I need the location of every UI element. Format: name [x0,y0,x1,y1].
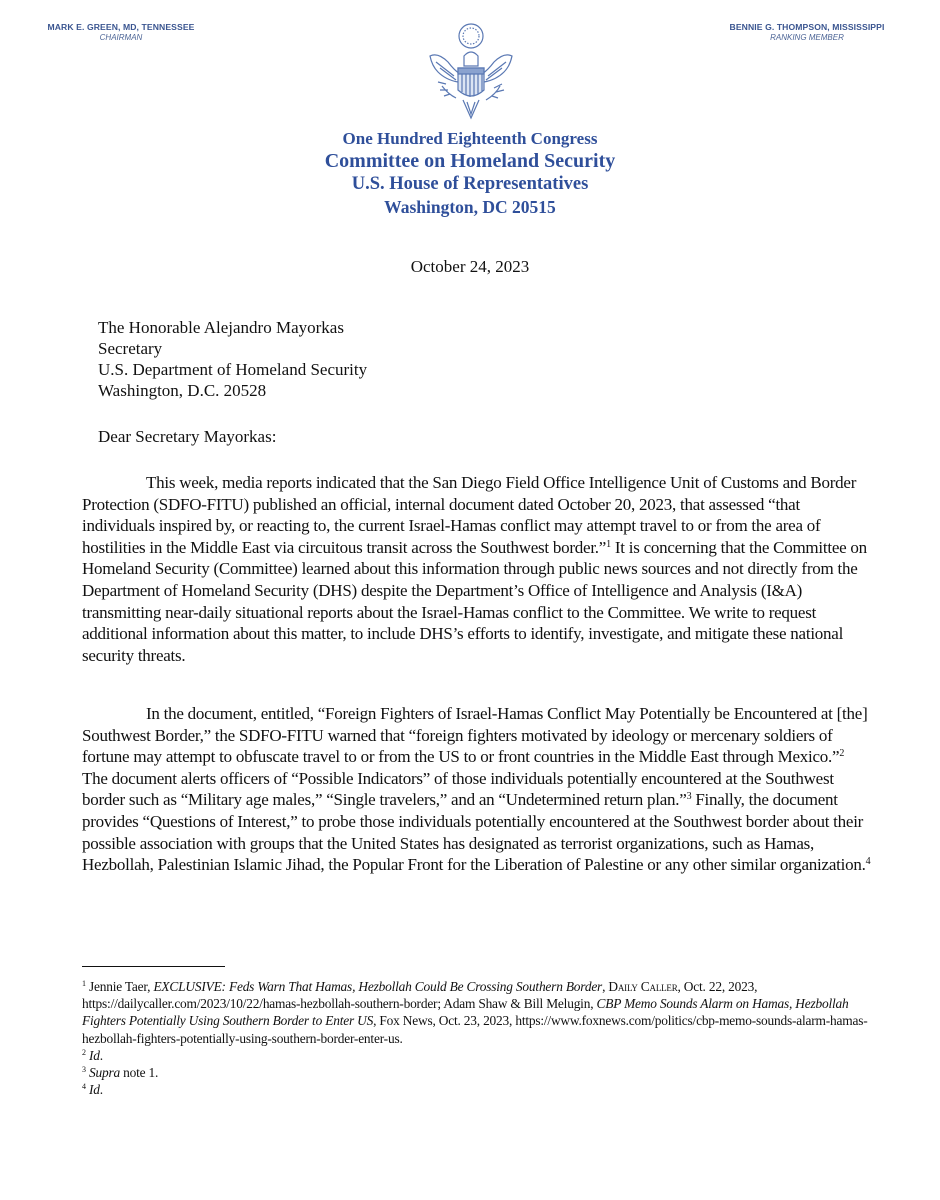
footnote-ref-3: 3 [686,791,692,803]
footnote-2 [82,1047,882,1064]
chairman-title: CHAIRMAN [99,33,143,42]
footnote-tail: . [99,1047,103,1063]
body-paragraph-2 [82,703,872,876]
footnote-ref-2: 2 [839,748,845,760]
footnotes [82,978,882,1098]
great-seal-icon [418,22,524,124]
ranking-member-block [720,22,894,42]
p1-text-b: It is concerning that the Committee on Homeland Security (Committee) learned about this information through public news sources and not directly from the Department of Homeland Security (DHS) despite the Department’s Office of Intelligence and Analysis (I&A) transmitting near-daily situational reports about the Israel-Hamas conflict to the Committee. We write to request additional information about this matter, to include DHS’s efforts to identify, investigate, and mitigate these national security threats. [82,537,867,665]
recipient-city: Washington, D.C. 20528 [98,381,267,400]
p2-text-c: Finally, the document provides “Questions of Interest,” to probe those individuals potentially encountered at the Southwest border about their possible association with groups that the United States has designated as terrorist organizations, such as Hamas, Hezbollah, Palestinian Islamic Jihad, the Popular Front for the Liberation of Palestine or any other similar organization. [82,790,866,875]
chairman-name: MARK E. GREEN, MD, TENNESSEE [47,22,195,32]
footnote-author: Jennie Taer, [88,979,154,994]
footnote-divider [82,966,225,967]
recipient-title: Secretary [98,339,163,358]
footnote-number: 1 [82,979,86,988]
body-paragraph-1 [82,472,872,666]
footnote-number: 3 [82,1065,86,1075]
footnote-ref-1: 1 [606,538,611,550]
footnote-1: $^1$ Jennie Taer, EXCLUSIVE: Feds Warn That Hamas, Hezbollah Could Be Crossing Southern Border, Daily Caller, Oct. 22, 2023, https://dailycaller.com/2023/10/22/hamas-hezbollah-southern-border; Adam Shaw & Bill Melugin, CBP Memo Sounds Alarm on Hamas, Hezbollah Fighters Potentially Using Southern Border to Enter US, Fox News, Oct. 23, 2023, https://www.foxnews.com/politics/cbp-memo-sounds-alarm-hamas-hezbollah-fighters-potentially-using-southern-border-enter-us. [82,979,868,1046]
congress-line: One Hundred Eighteenth Congress [342,129,598,148]
footnote-title: CBP Memo Sounds Alarm on Hamas, Hezbollah Fighters Potentially Using Southern Border to Enter US [82,996,849,1029]
salutation: Dear Secretary Mayorkas: [98,427,277,446]
footnote-publication: Daily Caller [608,979,678,994]
committee-masthead [0,128,940,219]
footnote-citation: , Oct. 22, 2023, https://dailycaller.com/2023/10/22/hamas-hezbollah-southern-border; Adam Shaw & Bill Melugin, [82,979,758,1012]
p2-text-a: In the document, entitled, “Foreign Fighters of Israel-Hamas Conflict May Potentially be Encountered at [the] Southwest Border,” the SDFO-FITU warned that “foreign fighters motivated by ideology or mercenary soldiers of fortune may attempt to obfuscate travel to or from the US to or front countries in the Middle East through Mexico.” [82,704,868,767]
footnote-4 [82,1081,882,1098]
footnote-citation: , Fox News, Oct. 23, 2023, https://www.foxnews.com/politics/cbp-memo-sounds-alarm-hamas-hezbollah-fighters-potentially-using-southern-border-enter-us. [82,1013,868,1046]
footnote-tail: note 1. [119,1065,159,1081]
footnote-cite: Supra [88,1065,120,1081]
committee-line: Committee on Homeland Security [324,150,616,172]
ranking-member-title: RANKING MEMBER [770,33,844,42]
p2-text-b: The document alerts officers of “Possible Indicators” of those individuals potentially encountered at the Southwest border such as “Military age males,” “Single travelers,” and an “Undetermined return plan.” [82,768,834,810]
ranking-member-name: BENNIE G. THOMPSON, MISSISSIPPI [729,22,885,32]
address-line: Washington, DC 20515 [384,197,556,217]
footnote-number: 4 [82,1082,86,1092]
footnote-number: 2 [82,1047,86,1057]
footnote-cite: Id [88,1082,100,1098]
footnote-cite: Id [88,1047,100,1063]
recipient-name: The Honorable Alejandro Mayorkas [98,318,344,337]
house-line: U.S. House of Representatives [351,174,589,194]
p1-text-a: This week, media reports indicated that the San Diego Field Office Intelligence Unit of Customs and Border Protection (SDFO-FITU) published an official, internal document dated October 20, 2023, that assessed “that individuals inspired by, or reacting to, the current Israel-Hamas conflict may attempt travel to or from the area of hostilities in the Middle East via circuitous transit across the Southwest border.” [82,473,857,557]
footnote-title: EXCLUSIVE: Feds Warn That Hamas, Hezbollah Could Be Crossing Southern Border [153,979,603,994]
footnote-tail: . [99,1082,103,1098]
recipient-address [98,317,367,401]
chairman-block [42,22,200,42]
recipient-department: U.S. Department of Homeland Security [98,360,368,379]
letter-date: October 24, 2023 [410,257,530,276]
footnote-ref-4: 4 [865,856,871,868]
footnote-3 [82,1064,882,1081]
